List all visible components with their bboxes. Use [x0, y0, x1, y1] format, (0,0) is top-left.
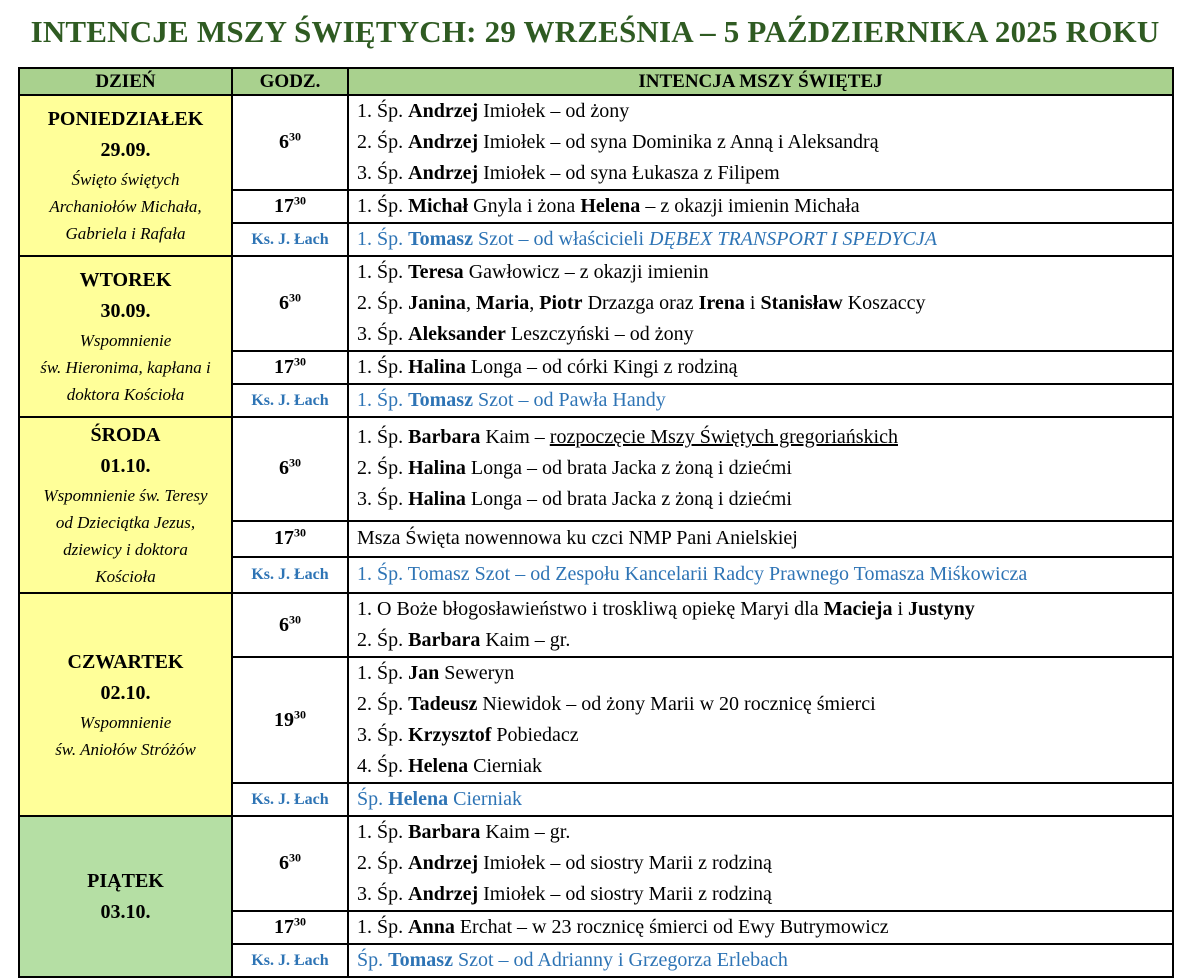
intention-line [357, 523, 1164, 554]
time-hour: 17 [274, 356, 294, 378]
intention-line [357, 158, 1164, 189]
intention-line [357, 848, 1164, 879]
text-segment: , [465, 292, 476, 314]
text-segment: 2. Śp. [357, 693, 409, 715]
intention-line [357, 751, 1164, 782]
mass-slot-row [19, 593, 1173, 657]
day-feast-line: doktora Kościoła [66, 385, 185, 404]
text-segment: 1. Śp. [357, 389, 409, 411]
time-cell [232, 657, 348, 783]
text-segment: 2. Śp. [357, 852, 409, 874]
text-segment: Tomasz [408, 228, 473, 250]
intention-line [357, 127, 1164, 158]
day-name: PONIEDZIAŁEK [47, 108, 204, 130]
text-segment: 2. Śp. [357, 131, 409, 153]
text-segment: Longa – od brata Jacka z żoną i dziećmi [465, 457, 792, 480]
text-segment: Śp. [357, 788, 389, 810]
intention-line [357, 658, 1164, 689]
intention-cell [348, 783, 1173, 816]
text-segment: Drzazga oraz [582, 292, 699, 314]
text-segment: Imiołek – od siostry Marii z rodziną [478, 883, 772, 905]
intention-cell [348, 657, 1173, 783]
text-segment: 1. Śp. [357, 916, 409, 938]
time-cell [232, 816, 348, 911]
intention-line [357, 257, 1164, 288]
intention-cell [348, 384, 1173, 417]
page-title: INTENCJE MSZY ŚWIĘTYCH: 29 WRZEŚNIA – 5 PAŹDZIERNIKA 2025 ROKU [30, 14, 1160, 49]
time-minutes-sup: 30 [294, 354, 306, 369]
day-date: 30.09. [100, 300, 151, 322]
text-segment: 3. Śp. [357, 883, 409, 905]
text-segment: Helena [388, 788, 449, 810]
text-segment: Msza Święta nowennowa ku czci NMP Pani Anielskiej [357, 527, 798, 550]
intention-cell [348, 223, 1173, 256]
text-segment: Gnyla i żona [468, 195, 581, 217]
text-segment: rozpoczęcie Mszy Świętych gregoriańskich [549, 426, 898, 449]
intention-line [357, 191, 1164, 222]
text-segment: Michał [408, 195, 469, 217]
time-cell [232, 417, 348, 521]
day-cell [19, 256, 232, 417]
intention-line [357, 422, 1164, 453]
day-date: 02.10. [100, 681, 151, 704]
text-segment: Longa – od córki Kingi z rodziną [465, 356, 738, 378]
text-segment: Halina [408, 356, 466, 378]
intention-line [357, 817, 1164, 848]
intention-cell [348, 593, 1173, 657]
day-name: WTOREK [79, 269, 172, 291]
text-segment: Piotr [539, 292, 583, 314]
intention-line [357, 879, 1164, 910]
time-cell [232, 256, 348, 351]
text-segment: Szot – od właścicieli [472, 228, 650, 250]
time-cell [232, 911, 348, 944]
day-cell [19, 593, 232, 816]
text-segment: 1. Śp. [357, 356, 409, 378]
text-segment: Janina [408, 292, 466, 314]
text-segment: Stanisław [760, 292, 843, 314]
priest-label-cell [232, 384, 348, 417]
day-feast-line: Wspomnienie [79, 712, 172, 732]
intention-line [357, 912, 1164, 943]
text-segment: Kaim – gr. [480, 821, 571, 843]
day-cell [19, 417, 232, 593]
text-segment: 1. O Boże błogosławieństwo i troskliwą opiekę Maryi dla [357, 598, 824, 620]
text-segment: Barbara [408, 629, 481, 651]
intention-cell [348, 190, 1173, 223]
priest-label-cell [232, 944, 348, 977]
text-segment: 3. Śp. [357, 162, 409, 184]
text-segment: 2. Śp. [357, 629, 409, 651]
text-segment: Szot – od Adrianny i Grzegorza Erlebach [452, 949, 788, 971]
text-segment: Koszaccy [842, 292, 926, 314]
time-minutes-sup: 30 [289, 290, 301, 305]
intention-cell [348, 417, 1173, 521]
intention-line [357, 784, 1164, 815]
text-segment: Halina [408, 488, 466, 511]
day-date: 29.09. [100, 139, 151, 161]
time-cell [232, 190, 348, 223]
intention-cell [348, 95, 1173, 190]
day-feast-line: św. Aniołów Stróżów [55, 739, 196, 759]
time-hour: 17 [274, 916, 294, 938]
text-segment: Niewidok – od żony Marii w 20 rocznicę śmierci [477, 693, 876, 715]
text-segment: 3. Śp. [357, 323, 409, 345]
text-segment: Cierniak [468, 755, 542, 777]
text-segment: Tomasz [388, 949, 453, 971]
text-segment: 1. Śp. [357, 662, 409, 684]
priest-label: Ks. J. Łach [251, 565, 329, 583]
priest-label: Ks. J. Łach [251, 790, 329, 808]
text-segment: Macieja [823, 598, 893, 620]
text-segment: 3. Śp. [357, 724, 409, 746]
day-name: ŚRODA [90, 424, 161, 446]
text-segment: 1. Śp. [357, 261, 409, 283]
priest-label-cell [232, 783, 348, 816]
intention-line [357, 945, 1164, 976]
intention-cell [348, 911, 1173, 944]
day-name: PIĄTEK [87, 869, 164, 892]
text-segment: Halina [408, 457, 466, 480]
intention-line [357, 288, 1164, 319]
text-segment: Andrzej [408, 883, 479, 905]
day-feast-line: Wspomnienie [79, 331, 172, 350]
text-segment: Helena [408, 755, 469, 777]
text-segment: Gawłowicz – z okazji imienin [463, 261, 709, 283]
header-row [19, 68, 1173, 95]
intention-cell [348, 816, 1173, 911]
intention-line [357, 96, 1164, 127]
day-feast-line: Archaniołów Michała, [49, 197, 202, 216]
mass-slot-row [19, 417, 1173, 521]
time-minutes-sup: 30 [294, 914, 306, 929]
time-hour: 6 [279, 613, 289, 636]
column-header-time: GODZ. [232, 68, 348, 95]
text-segment: Imiołek – od syna Łukasza z Filipem [478, 162, 780, 184]
intention-cell [348, 351, 1173, 384]
time-cell [232, 95, 348, 190]
text-segment: Kaim – gr. [480, 629, 571, 651]
text-segment: 1. Śp. [357, 195, 409, 217]
text-segment: 3. Śp. [357, 488, 409, 511]
intention-cell [348, 521, 1173, 557]
day-cell [19, 816, 232, 977]
day-feast-line: Gabriela i Rafała [65, 224, 186, 243]
text-segment: Cierniak [448, 788, 522, 810]
text-segment: 2. Śp. [357, 457, 409, 480]
intention-line [357, 689, 1164, 720]
text-segment: Barbara [408, 821, 481, 843]
time-minutes-sup: 30 [294, 525, 306, 540]
time-minutes-sup: 30 [294, 706, 306, 721]
mass-slot-row [19, 256, 1173, 351]
intention-cell [348, 944, 1173, 977]
text-segment: 1. Śp. [357, 228, 409, 250]
intention-line [357, 319, 1164, 350]
day-feast-line: dziewicy i doktora [63, 540, 188, 559]
column-header-day: DZIEŃ [19, 68, 232, 95]
text-segment: Andrzej [408, 162, 479, 184]
priest-label-cell [232, 557, 348, 593]
text-segment: 2. Śp. [357, 292, 409, 314]
intention-line [357, 224, 1164, 255]
time-hour: 6 [279, 131, 289, 153]
text-segment: Imiołek – od syna Dominika z Anną i Aleksandrą [478, 131, 879, 153]
text-segment: Leszczyński – od żony [505, 323, 694, 345]
text-segment: Krzysztof [408, 724, 492, 746]
time-hour: 6 [279, 852, 289, 874]
time-minutes-sup: 30 [294, 193, 306, 208]
intention-line [357, 385, 1164, 416]
time-minutes-sup: 30 [289, 850, 301, 865]
text-segment: Seweryn [439, 662, 515, 684]
intention-line [357, 484, 1164, 515]
day-date: 03.10. [100, 900, 151, 923]
priest-label-cell [232, 223, 348, 256]
text-segment: Teresa [408, 261, 464, 283]
mass-slot-row [19, 816, 1173, 911]
intention-line [357, 625, 1164, 656]
mass-slot-row [19, 95, 1173, 190]
time-hour: 17 [274, 527, 294, 550]
text-segment: Pobiedacz [491, 724, 579, 746]
text-segment: Śp. [357, 949, 389, 971]
priest-label: Ks. J. Łach [251, 391, 329, 409]
priest-label: Ks. J. Łach [251, 951, 329, 969]
text-segment: , [529, 292, 540, 314]
time-hour: 6 [279, 457, 289, 480]
day-feast-line: Święto świętych [71, 170, 180, 189]
text-segment: DĘBEX TRANSPORT I SPEDYCJA [649, 228, 937, 250]
text-segment: Andrzej [408, 100, 479, 122]
day-feast-line: Wspomnienie św. Teresy [43, 486, 208, 505]
priest-label: Ks. J. Łach [251, 230, 329, 248]
time-cell [232, 593, 348, 657]
intention-cell [348, 256, 1173, 351]
time-hour: 17 [274, 195, 294, 217]
text-segment: Longa – od brata Jacka z żoną i dziećmi [465, 488, 792, 511]
text-segment: Andrzej [408, 852, 479, 874]
text-segment: Erchat – w 23 rocznicę śmierci od Ewy Butrymowicz [454, 916, 889, 938]
day-feast-line: Kościoła [95, 567, 156, 586]
day-name: CZWARTEK [67, 650, 184, 673]
text-segment: i [892, 598, 909, 620]
text-segment: Justyny [908, 598, 975, 620]
text-segment: Maria [475, 292, 530, 314]
time-hour: 19 [274, 708, 294, 731]
time-cell [232, 351, 348, 384]
text-segment: – z okazji imienin Michała [640, 195, 860, 217]
text-segment: 1. Śp. [357, 100, 409, 122]
text-segment: Kaim – [480, 426, 550, 449]
intention-line [357, 559, 1164, 590]
day-date: 01.10. [100, 455, 151, 477]
time-cell [232, 521, 348, 557]
day-feast-line: od Dzieciątka Jezus, [55, 513, 196, 532]
text-segment: Irena [698, 292, 745, 314]
text-segment: Imiołek – od żony [478, 100, 630, 122]
text-segment: Barbara [408, 426, 481, 449]
text-segment: i [744, 292, 761, 314]
text-segment: Helena [580, 195, 641, 217]
day-cell [19, 95, 232, 256]
text-segment: Jan [408, 662, 440, 684]
intentions-table [18, 67, 1174, 978]
text-segment: Andrzej [408, 131, 479, 153]
intention-line [357, 594, 1164, 625]
text-segment: Imiołek – od siostry Marii z rodziną [478, 852, 772, 874]
intention-cell [348, 557, 1173, 593]
text-segment: Anna [408, 916, 455, 938]
intention-line [357, 453, 1164, 484]
text-segment: Tomasz [408, 389, 473, 411]
time-minutes-sup: 30 [289, 455, 301, 470]
intention-line [357, 352, 1164, 383]
text-segment: 4. Śp. [357, 755, 409, 777]
text-segment: 1. Śp. Tomasz Szot – od Zespołu Kancelarii Radcy Prawnego Tomasza Miśkowicza [357, 563, 1028, 586]
time-minutes-sup: 30 [289, 611, 301, 626]
text-segment: 1. Śp. [357, 426, 409, 449]
intention-line [357, 720, 1164, 751]
day-feast-line: św. Hieronima, kapłana i [40, 358, 211, 377]
time-hour: 6 [279, 292, 289, 314]
time-minutes-sup: 30 [289, 129, 301, 144]
text-segment: Aleksander [408, 323, 506, 345]
text-segment: Szot – od Pawła Handy [472, 389, 666, 411]
intentions-table-body [19, 95, 1173, 977]
text-segment: 1. Śp. [357, 821, 409, 843]
column-header-intention: INTENCJA MSZY ŚWIĘTEJ [348, 68, 1173, 95]
text-segment: Tadeusz [408, 693, 478, 715]
